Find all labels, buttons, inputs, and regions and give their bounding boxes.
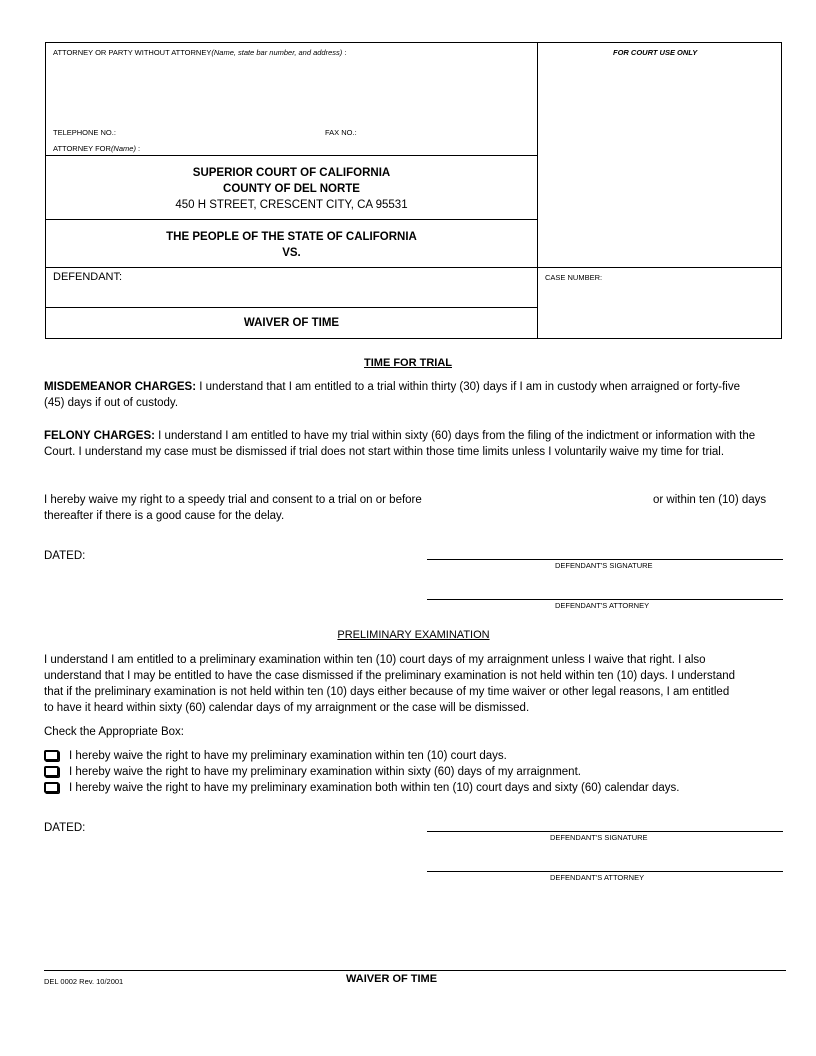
caption-box: [45, 42, 782, 339]
defendant-label[interactable]: DEFENDANT:: [53, 271, 123, 283]
waive-text-2: thereafter if there is a good cause for the delay.: [44, 510, 285, 522]
fax-label: FAX NO.:: [325, 128, 357, 137]
option-2-label: I hereby waive the right to have my preliminary examination within sixty (60) days of my arraignment.: [69, 766, 581, 778]
misdemeanor-text-2: (45) days if out of custody.: [44, 397, 179, 409]
waive-both-checkbox[interactable]: [44, 782, 59, 793]
attorney-field[interactable]: [53, 48, 346, 57]
court-address: 450 H STREET, CRESCENT CITY, CA 95531: [175, 199, 408, 211]
case-number-label[interactable]: CASE NUMBER:: [545, 273, 603, 282]
rule: [46, 219, 537, 220]
trial-attorney-line[interactable]: [427, 599, 783, 600]
trial-signature-label: DEFENDANT'S SIGNATURE: [555, 561, 653, 570]
prelim-attorney-line[interactable]: [427, 871, 783, 872]
trial-dated-label[interactable]: DATED:: [44, 550, 86, 562]
rule: [46, 155, 537, 156]
misdemeanor-paragraph: [44, 379, 804, 411]
trial-attorney-label: DEFENDANT'S ATTORNEY: [555, 601, 650, 610]
attorney-for-field[interactable]: [53, 144, 140, 153]
option-3-label: I hereby waive the right to have my preliminary examination both within ten (10) court days and sixty (60) calendar days.: [69, 782, 680, 794]
prelim-signature-line[interactable]: [427, 831, 783, 832]
prelim-text-1: I understand I am entitled to a preliminary examination within ten (10) court days of my arraignment unless I waive that right. I also: [44, 654, 706, 666]
option-1-label: I hereby waive the right to have my preliminary examination within ten (10) court days.: [69, 750, 507, 762]
prelim-attorney-label: DEFENDANT'S ATTORNEY: [550, 873, 645, 882]
prelim-dated-label[interactable]: DATED:: [44, 822, 86, 834]
court-use-only: FOR COURT USE ONLY: [613, 48, 698, 57]
prelim-signature-label: DEFENDANT'S SIGNATURE: [550, 833, 648, 842]
telephone-label: TELEPHONE NO.:: [53, 128, 116, 137]
court-block: [46, 165, 537, 213]
footer-rule: [44, 970, 786, 971]
trial-heading: TIME FOR TRIAL: [364, 357, 452, 369]
rule: [46, 267, 781, 268]
attorney-for-label: ATTORNEY FOR: [53, 144, 111, 153]
attorney-hint: (Name, state bar number, and address): [211, 48, 343, 57]
people: THE PEOPLE OF THE STATE OF CALIFORNIA: [166, 231, 417, 243]
misdemeanor-text-1: I understand that I am entitled to a trial within thirty (30) days if I am in custody when arraigned or forty-five: [196, 381, 741, 393]
form-title: WAIVER OF TIME: [243, 317, 340, 329]
attorney-for-colon: :: [138, 144, 141, 153]
felony-text-2: Court. I understand my case must be dismissed if trial does not start within those time limits unless I voluntarily waive my time for trial.: [44, 446, 725, 458]
prelim-heading: PRELIMINARY EXAMINATION: [337, 629, 490, 641]
parties-block: [46, 229, 537, 261]
misdemeanor-label: MISDEMEANOR CHARGES:: [44, 381, 197, 393]
attorney-for-hint: (Name): [110, 144, 136, 153]
trial-signature-line[interactable]: [427, 559, 783, 560]
attorney-label: ATTORNEY OR PARTY WITHOUT ATTORNEY: [53, 48, 212, 57]
felony-text-1: I understand I am entitled to have my trial within sixty (60) days from the filing of the indictment or information with the: [154, 430, 756, 442]
footer-title: WAIVER OF TIME: [346, 973, 438, 985]
county-name: COUNTY OF DEL NORTE: [223, 183, 360, 195]
waive-text-1a: I hereby waive my right to a speedy trial and consent to a trial on or before: [44, 494, 422, 506]
court-name: SUPERIOR COURT OF CALIFORNIA: [192, 167, 391, 179]
prelim-text-3: that if the preliminary examination is not held within ten (10) days either because of my time waiver or other legal reasons, I am entitled: [44, 686, 730, 698]
waive-10-days-checkbox[interactable]: [44, 750, 59, 761]
waive-text-1b: or within ten (10) days: [653, 494, 767, 506]
felony-label: FELONY CHARGES:: [44, 430, 155, 442]
waive-60-days-checkbox[interactable]: [44, 766, 59, 777]
rule: [46, 307, 537, 308]
prelim-text-4: to have it heard within sixty (60) calendar days of my arraignment or the case will be dismissed.: [44, 702, 530, 714]
prelim-paragraph: [44, 652, 804, 716]
vs: VS.: [282, 247, 301, 259]
form-number: DEL 0002 Rev. 10/2001: [44, 977, 124, 986]
caption-divider: [537, 43, 538, 338]
prelim-text-2: understand that I may be entitled to have the case dismissed if the preliminary examination is not held within ten (10) days. I understand: [44, 670, 736, 682]
felony-paragraph: [44, 428, 804, 460]
attorney-colon: :: [344, 48, 347, 57]
check-label: Check the Appropriate Box:: [44, 726, 184, 738]
